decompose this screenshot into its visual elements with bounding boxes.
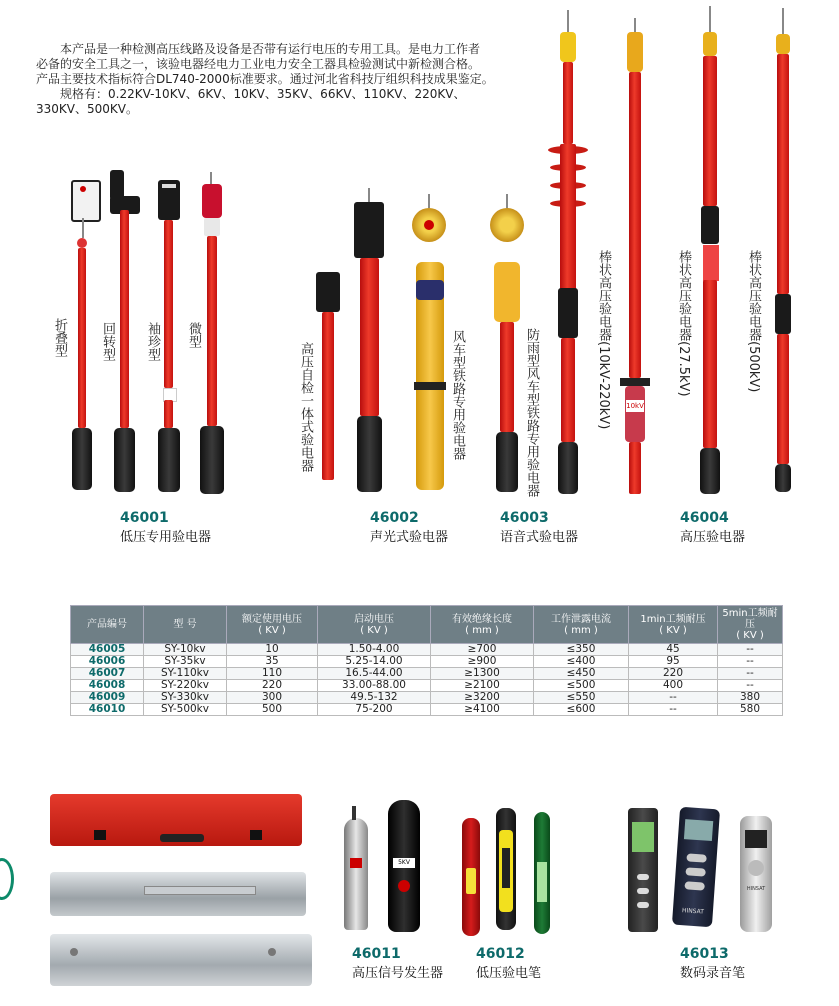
cell-leak: ≤350 (534, 644, 629, 656)
product-caption-46002: 声光式验电器 (370, 530, 449, 545)
cell-5min: -- (718, 644, 783, 656)
header-leak-current: 工作泄露电流 ( mm ) (534, 606, 629, 644)
header-model: 型 号 (144, 606, 227, 644)
header-5min-withstand: 5min工频耐压 ( KV ) (718, 606, 783, 644)
header-start-voltage: 启动电压 ( KV ) (318, 606, 431, 644)
cell-length: ≥2100 (431, 680, 534, 692)
cell-model: SY-220kv (144, 680, 227, 692)
cell-rated: 10 (227, 644, 318, 656)
label-folding: 折叠型 (52, 318, 67, 357)
cell-rated: 35 (227, 656, 318, 668)
device-label-10kv: 10kV (626, 402, 644, 410)
table-row (71, 692, 783, 704)
cell-code: 46006 (71, 656, 144, 668)
label-windmill: 风车型铁路专用验电器 (450, 330, 465, 460)
cell-code: 46009 (71, 692, 144, 704)
cell-code: 46007 (71, 668, 144, 680)
device-label-5kv: 5KV (393, 858, 415, 868)
product-code-46011: 46011 (352, 946, 401, 962)
label-voice: 防雨型风车型铁路专用验电器 (524, 328, 539, 497)
label-rotary: 回转型 (100, 322, 115, 361)
intro-line-4: 规格有：0.22KV-10KV、6KV、10KV、35KV、66KV、110KV、220KV、 (60, 87, 466, 101)
cell-1min: -- (629, 704, 718, 716)
recorder-image-2 (672, 807, 720, 928)
intro-line-5: 330KV、500KV。 (36, 102, 138, 116)
cell-1min: 400 (629, 680, 718, 692)
cell-start: 1.50-4.00 (318, 644, 431, 656)
cell-leak: ≤600 (534, 704, 629, 716)
label-rod-27: 棒状高压验电器(27.5kV) (676, 250, 691, 397)
spec-table (70, 605, 783, 716)
cell-rated: 110 (227, 668, 318, 680)
cell-model: SY-500kv (144, 704, 227, 716)
label-micro: 微型 (186, 322, 201, 348)
cell-code: 46010 (71, 704, 144, 716)
cell-start: 16.5-44.00 (318, 668, 431, 680)
product-code-46001: 46001 (120, 510, 169, 526)
cell-1min: 45 (629, 644, 718, 656)
aluminum-case-image-2 (50, 934, 312, 986)
spec-table-header (71, 606, 783, 644)
red-case-image (50, 794, 302, 846)
cell-length: ≥700 (431, 644, 534, 656)
cell-1min: 220 (629, 668, 718, 680)
cell-start: 75-200 (318, 704, 431, 716)
cell-length: ≥3200 (431, 692, 534, 704)
product-caption-46004: 高压验电器 (680, 530, 746, 545)
recorder-image-3 (740, 816, 772, 932)
cell-length: ≥900 (431, 656, 534, 668)
cell-rated: 500 (227, 704, 318, 716)
label-rod-500: 棒状高压验电器(500kV) (746, 250, 761, 393)
cell-length: ≥1300 (431, 668, 534, 680)
recorder-image-1 (628, 808, 658, 932)
cell-leak: ≤500 (534, 680, 629, 692)
recorder-brand-1: HINSAT (681, 907, 705, 916)
cell-rated: 220 (227, 680, 318, 692)
product-code-46002: 46002 (370, 510, 419, 526)
header-insulation-length: 有效绝缘长度 ( mm ) (431, 606, 534, 644)
product-code-46013: 46013 (680, 946, 729, 962)
intro-text (36, 42, 536, 117)
cell-length: ≥4100 (431, 704, 534, 716)
cell-1min: -- (629, 692, 718, 704)
cell-rated: 300 (227, 692, 318, 704)
product-caption-46001: 低压专用验电器 (120, 530, 212, 545)
cell-5min: -- (718, 656, 783, 668)
recorder-brand-2: HINSAT (746, 886, 766, 892)
edge-decoration (0, 858, 14, 900)
product-code-46012: 46012 (476, 946, 525, 962)
signal-generator-image-1 (344, 818, 368, 930)
aluminum-case-image-1 (50, 872, 306, 916)
cell-start: 5.25-14.00 (318, 656, 431, 668)
cell-5min: -- (718, 680, 783, 692)
cell-model: SY-10kv (144, 644, 227, 656)
label-rod-10-220: 棒状高压验电器(10kV-220kV) (596, 250, 611, 430)
product-caption-46003: 语音式验电器 (500, 530, 579, 545)
table-row (71, 644, 783, 656)
cell-5min: 580 (718, 704, 783, 716)
table-row (71, 668, 783, 680)
header-rated-voltage: 额定使用电压 ( KV ) (227, 606, 318, 644)
product-code-46004: 46004 (680, 510, 729, 526)
table-row (71, 656, 783, 668)
cell-5min: 380 (718, 692, 783, 704)
cell-start: 49.5-132 (318, 692, 431, 704)
header-1min-withstand: 1min工频耐压 ( KV ) (629, 606, 718, 644)
cell-code: 46005 (71, 644, 144, 656)
cell-code: 46008 (71, 680, 144, 692)
cell-5min: -- (718, 668, 783, 680)
test-pen-image-1 (462, 818, 480, 936)
cell-leak: ≤400 (534, 656, 629, 668)
cell-model: SY-110kv (144, 668, 227, 680)
cell-leak: ≤550 (534, 692, 629, 704)
intro-line-1: 本产品是一种检测高压线路及设备是否带有运行电压的专用工具。是电力工作者 (60, 42, 481, 56)
product-code-46003: 46003 (500, 510, 549, 526)
test-pen-image-3 (534, 812, 550, 934)
intro-line-2: 必备的安全工具之一，该验电器经电力工业电力安全工器具检验测试中新检测合格。 (36, 57, 481, 71)
header-code: 产品编号 (71, 606, 144, 644)
product-caption-46013: 数码录音笔 (680, 966, 746, 981)
cell-model: SY-35kv (144, 656, 227, 668)
label-selfcheck: 高压自检一体式验电器 (298, 342, 313, 472)
test-pen-image-2 (496, 808, 516, 930)
signal-generator-image-2 (388, 800, 420, 932)
table-row (71, 680, 783, 692)
intro-line-3: 产品主要技术指标符合DL740-2000标准要求。通过河北省科技厅组织科技成果鉴定。 (36, 72, 494, 86)
product-caption-46012: 低压验电笔 (476, 966, 542, 981)
cell-1min: 95 (629, 656, 718, 668)
product-caption-46011: 高压信号发生器 (352, 966, 444, 981)
table-row (71, 704, 783, 716)
cell-model: SY-330kv (144, 692, 227, 704)
cell-leak: ≤450 (534, 668, 629, 680)
label-pocket: 袖珍型 (145, 322, 160, 361)
cell-start: 33.00-88.00 (318, 680, 431, 692)
